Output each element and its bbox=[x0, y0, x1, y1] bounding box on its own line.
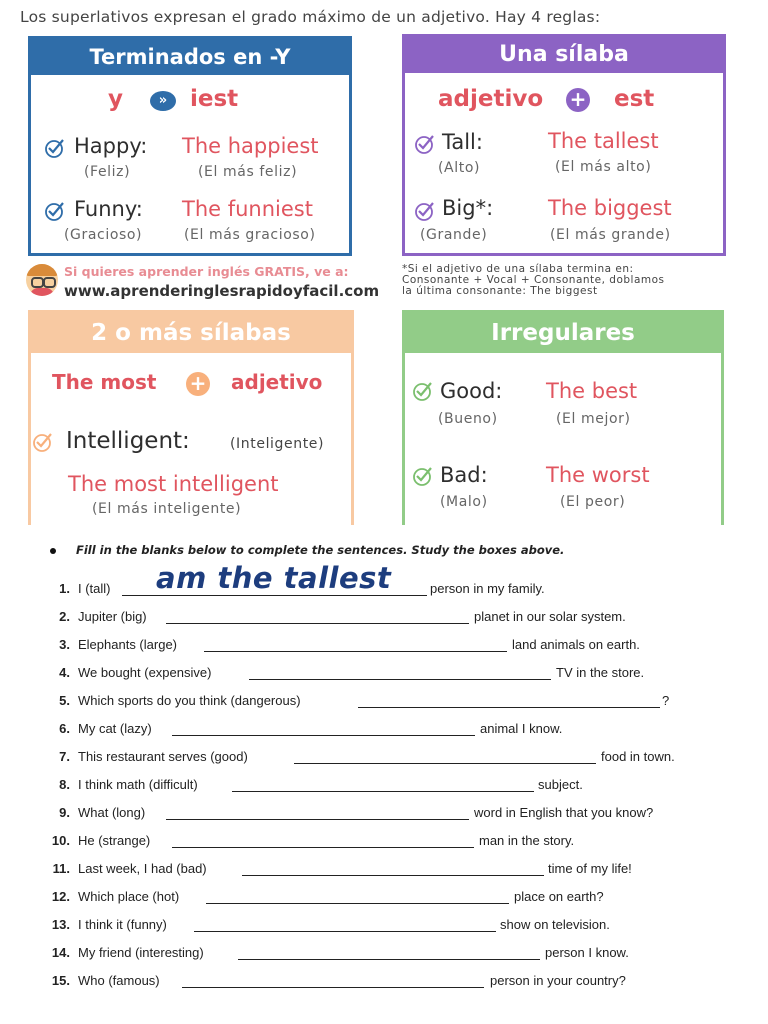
bullet-icon bbox=[50, 548, 56, 554]
translation-superlative: (El más feliz) bbox=[198, 164, 298, 180]
translation-word: (Grande) bbox=[420, 227, 488, 243]
exercise-ending: person in my family. bbox=[430, 581, 545, 596]
exercise-ending: person in your country? bbox=[490, 973, 626, 988]
exercise-prompt: He (strange) bbox=[78, 833, 151, 848]
answer-blank[interactable] bbox=[172, 847, 474, 848]
exercise-ending: word in English that you know? bbox=[474, 805, 654, 820]
exercise-number: 4. bbox=[59, 665, 70, 680]
exercise-ending: food in town. bbox=[601, 749, 675, 764]
answer-blank[interactable] bbox=[182, 987, 484, 988]
exercise-number: 6. bbox=[59, 721, 70, 736]
example-superlative: The tallest bbox=[548, 129, 659, 153]
exercise-prompt: What (long) bbox=[78, 805, 146, 820]
exercise-number: 13. bbox=[51, 917, 70, 932]
example-word: Good: bbox=[440, 379, 503, 403]
example-superlative: The biggest bbox=[548, 196, 672, 220]
intro-text: Los superlativos expresan el grado máximo de un adjetivo. Hay 4 reglas: bbox=[20, 8, 601, 26]
example-superlative: The funniest bbox=[182, 197, 313, 221]
exercise-prompt: Which place (hot) bbox=[78, 889, 180, 904]
answer-blank[interactable] bbox=[206, 903, 509, 904]
exercise-prompt: My cat (lazy) bbox=[78, 721, 152, 736]
handwritten-answer: am the tallest bbox=[156, 561, 392, 595]
exercise-number: 9. bbox=[59, 805, 70, 820]
exercise-number: 15. bbox=[51, 973, 70, 988]
exercise-ending: planet in our solar system. bbox=[474, 609, 626, 624]
formula-part-a: The most bbox=[52, 370, 157, 394]
translation-word: (Malo) bbox=[440, 494, 488, 510]
answer-blank[interactable] bbox=[172, 735, 475, 736]
formula-part-a: y bbox=[108, 86, 123, 112]
answer-blank[interactable] bbox=[122, 595, 427, 596]
rule-box-title: Terminados en -Y bbox=[31, 39, 349, 75]
footnote bbox=[402, 264, 665, 297]
exercise-ending: TV in the store. bbox=[556, 665, 645, 680]
exercise-ending: land animals on earth. bbox=[512, 637, 640, 652]
example-superlative: The most intelligent bbox=[68, 472, 279, 496]
translation-superlative: (El más grande) bbox=[550, 227, 671, 243]
translation-superlative: (El peor) bbox=[560, 494, 626, 510]
exercise-number: 1. bbox=[59, 581, 70, 596]
example-word: Big*: bbox=[442, 196, 494, 220]
example-word: Tall: bbox=[442, 130, 483, 154]
example-word: Bad: bbox=[440, 463, 488, 487]
rule-box-title: Irregulares bbox=[405, 313, 721, 353]
check-icon bbox=[412, 380, 434, 402]
rule-box-title: 2 o más sílabas bbox=[31, 313, 351, 353]
translation-word: (Bueno) bbox=[438, 411, 498, 427]
exercise-ending: subject. bbox=[538, 777, 583, 792]
exercise-prompt: This restaurant serves (good) bbox=[78, 749, 248, 764]
answer-blank[interactable] bbox=[166, 623, 469, 624]
instructions bbox=[50, 543, 564, 557]
answer-blank[interactable] bbox=[194, 931, 496, 932]
translation-word: (Inteligente) bbox=[230, 436, 325, 452]
exercise-ending: show on television. bbox=[500, 917, 610, 932]
check-icon bbox=[412, 465, 434, 487]
translation-superlative: (El más alto) bbox=[555, 159, 652, 175]
exercise-ending: man in the story. bbox=[479, 833, 575, 848]
exercise-ending: ? bbox=[662, 693, 670, 708]
example-word: Intelligent: bbox=[66, 428, 190, 454]
exercise-prompt: I (tall) bbox=[78, 581, 111, 596]
formula-part-b: adjetivo bbox=[231, 370, 323, 394]
instructions-text: Fill in the blanks below to complete the sentences. Study the boxes above. bbox=[76, 543, 565, 557]
exercise-prompt: My friend (interesting) bbox=[78, 945, 204, 960]
example-word: Funny: bbox=[74, 197, 143, 221]
exercise-ending: animal I know. bbox=[480, 721, 563, 736]
exercise-ending: place on earth? bbox=[514, 889, 604, 904]
translation-superlative: (El mejor) bbox=[556, 411, 631, 427]
answer-blank[interactable] bbox=[294, 763, 596, 764]
translation-word: (Gracioso) bbox=[64, 227, 143, 243]
check-icon bbox=[32, 431, 54, 453]
rule-box-title: Una sílaba bbox=[405, 37, 723, 73]
translation-word: (Feliz) bbox=[84, 164, 131, 180]
arrow-icon: » bbox=[150, 91, 176, 111]
answer-blank[interactable] bbox=[232, 791, 534, 792]
website-link[interactable]: www.aprenderinglesrapidoyfacil.com bbox=[64, 282, 380, 300]
exercise-prompt: I think it (funny) bbox=[78, 917, 167, 932]
exercise-ending: person I know. bbox=[545, 945, 629, 960]
check-icon bbox=[44, 137, 66, 159]
exercise-prompt: We bought (expensive) bbox=[78, 665, 212, 680]
exercise-prompt: Elephants (large) bbox=[78, 637, 177, 652]
exercise-prompt: Last week, I had (bad) bbox=[78, 861, 207, 876]
check-icon bbox=[44, 200, 66, 222]
exercise-number: 7. bbox=[59, 749, 70, 764]
check-icon bbox=[414, 200, 436, 222]
formula-part-b: iest bbox=[190, 86, 239, 112]
example-word: Happy: bbox=[74, 134, 148, 158]
teacher-avatar bbox=[26, 264, 58, 296]
exercise-number: 11. bbox=[52, 861, 70, 876]
answer-blank[interactable] bbox=[249, 679, 551, 680]
footnote-line: *Si el adjetivo de una sílaba termina en: bbox=[402, 263, 634, 275]
answer-blank[interactable] bbox=[358, 707, 660, 708]
exercise-prompt: Which sports do you think (dangerous) bbox=[78, 693, 301, 708]
exercise-number: 3. bbox=[59, 637, 70, 652]
footnote-line: Consonante + Vocal + Consonante, doblamos bbox=[402, 274, 665, 286]
answer-blank[interactable] bbox=[204, 651, 507, 652]
example-superlative: The happiest bbox=[182, 134, 319, 158]
exercise-number: 12. bbox=[51, 889, 70, 904]
translation-superlative: (El más gracioso) bbox=[184, 227, 316, 243]
exercise-number: 2. bbox=[59, 609, 70, 624]
translation-word: (Alto) bbox=[438, 160, 481, 176]
answer-blank[interactable] bbox=[238, 959, 540, 960]
check-icon bbox=[414, 133, 436, 155]
plus-icon: + bbox=[186, 372, 210, 396]
exercise-number: 8. bbox=[59, 777, 70, 792]
exercise-number: 5. bbox=[59, 693, 70, 708]
exercise-prompt: Jupiter (big) bbox=[78, 609, 147, 624]
exercise-number: 14. bbox=[51, 945, 70, 960]
exercise-prompt: Who (famous) bbox=[78, 973, 160, 988]
formula-part-b: est bbox=[614, 86, 655, 112]
example-superlative: The worst bbox=[546, 463, 650, 487]
translation-superlative: (El más inteligente) bbox=[92, 501, 242, 517]
formula-part-a: adjetivo bbox=[438, 86, 544, 112]
promo-text: Si quieres aprender inglés GRATIS, ve a: bbox=[64, 264, 349, 279]
answer-blank[interactable] bbox=[166, 819, 469, 820]
exercise-ending: time of my life! bbox=[548, 861, 632, 876]
exercise-prompt: I think math (difficult) bbox=[78, 777, 198, 792]
plus-icon: + bbox=[566, 88, 590, 112]
exercise-number: 10. bbox=[51, 833, 70, 848]
example-superlative: The best bbox=[546, 379, 638, 403]
footnote-line: la última consonante: The biggest bbox=[402, 285, 598, 297]
answer-blank[interactable] bbox=[242, 875, 544, 876]
